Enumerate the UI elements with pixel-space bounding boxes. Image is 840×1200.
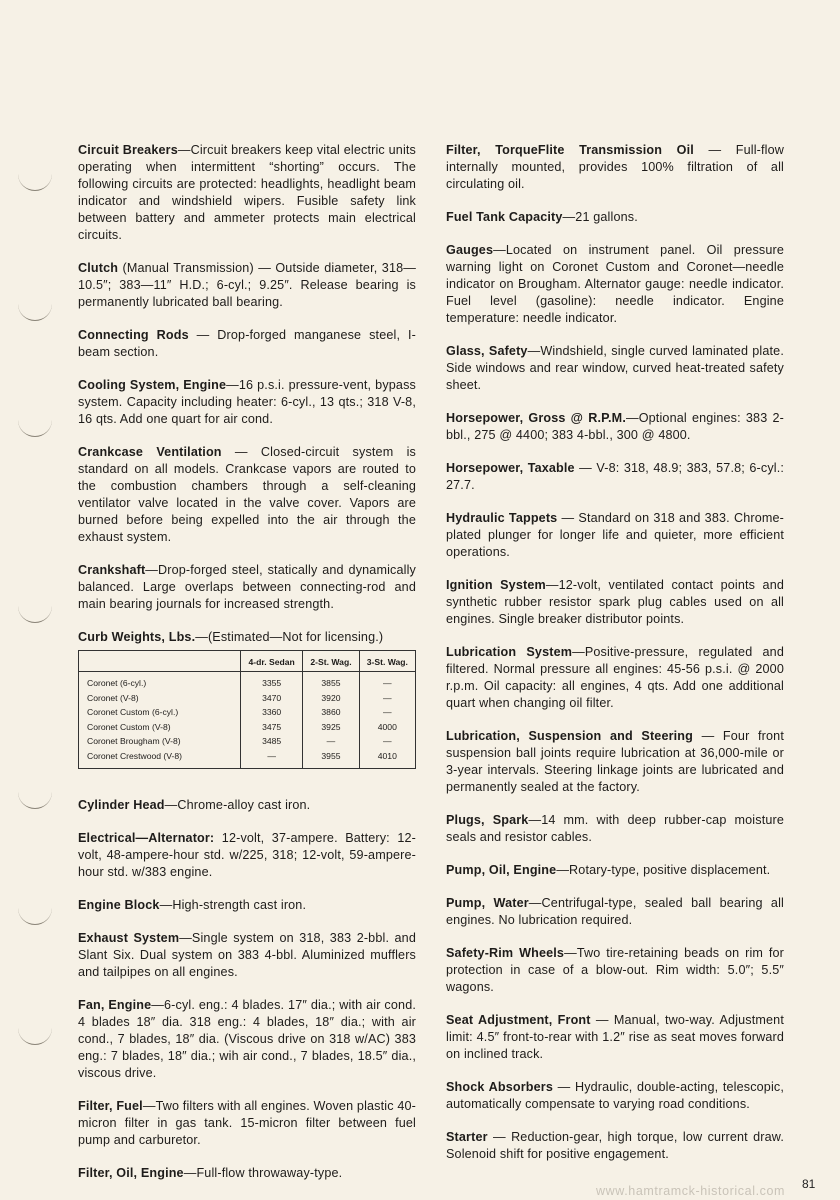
- table-cell: 3360: [241, 705, 303, 720]
- spec-text: —16 p.s.i. pressure-vent, bypass system. Capacity including heater: 6-cyl., 13 qts.; 318 V-8, 16 qts. Add one quart for air cond.: [78, 378, 416, 426]
- binder-hole: [18, 894, 52, 925]
- spec-term: Filter, Fuel: [78, 1098, 143, 1113]
- table-cell-model: Coronet (V-8): [79, 691, 241, 706]
- spec-text: — Drop-forged manganese steel, I-beam section.: [78, 328, 416, 359]
- table-cell: —: [359, 705, 415, 720]
- table-cell: 4000: [359, 720, 415, 735]
- spec-text: —12-volt, ventilated contact points and synthetic rubber resistor spark plug cables used on all engines. Single breaker distributor points.: [446, 578, 785, 626]
- spec-text: —Windshield, single curved laminated plate. Side windows and rear window, curved heat-treated safety sheet.: [446, 344, 784, 392]
- spec-text: —Full-flow throwaway-type.: [183, 1165, 343, 1180]
- spec-term: Starter: [446, 1130, 488, 1144]
- spec-entry: [78, 562, 416, 613]
- spec-term: Safety-Rim Wheels: [446, 946, 565, 960]
- table-cell: —: [359, 672, 415, 691]
- spec-term: Cooling System, Engine: [78, 378, 227, 392]
- spec-term: Gauges: [446, 243, 494, 257]
- spec-text: (Manual Transmission) — Outside diameter, 318—10.5″; 383—11″ H.D.; 6-cyl.; 9.25″. Release bearing is permanently lubricated ball bearing.: [78, 261, 416, 309]
- spec-text: —Optional engines: 383 2-bbl., 275 @ 4400; 383 4-bbl., 300 @ 4800.: [446, 411, 784, 442]
- spec-text: — Reduction-gear, high torque, low current draw. Solenoid shift for positive engagement.: [446, 1130, 784, 1161]
- binder-hole: [18, 592, 52, 623]
- table-row: [79, 691, 416, 706]
- spec-entry: [446, 142, 784, 193]
- spec-text: — Standard on 318 and 383. Chrome-plated plunger for longer life and quieter, more efficient operations.: [446, 511, 784, 559]
- table-row: [79, 705, 416, 720]
- spec-term: Connecting Rods: [78, 328, 189, 342]
- spec-text: — V-8: 318, 48.9; 383, 57.8; 6-cyl.: 27.7.: [446, 461, 785, 492]
- spec-term: Cylinder Head: [78, 797, 165, 812]
- spec-entry: [446, 812, 784, 846]
- spec-term: Ignition System: [446, 578, 546, 592]
- spec-term: Pump, Water: [446, 896, 529, 910]
- table-cell: 3860: [303, 705, 359, 720]
- spec-term: Horsepower, Gross @ R.P.M.: [446, 411, 626, 425]
- spec-text: —High-strength cast iron.: [159, 897, 307, 912]
- spec-entry: [446, 895, 784, 929]
- curb-weights-table: [78, 650, 416, 769]
- spec-term: Exhaust System: [78, 930, 180, 945]
- spec-entry-curb-weights: [78, 629, 416, 646]
- table-header: 3-St. Wag.: [359, 651, 415, 672]
- spec-entry: [78, 930, 416, 981]
- spec-term: Lubrication, Suspension and Steering: [446, 729, 693, 743]
- binder-hole: [18, 1014, 52, 1045]
- spec-term: Electrical—Alternator:: [78, 830, 215, 845]
- spec-entry: [446, 209, 784, 226]
- table-row: [79, 672, 416, 691]
- spec-text: —6-cyl. eng.: 4 blades. 17″ dia.; with air cond. 4 blades 18″ dia. 318 eng.: 4 blades, 18″ dia.; with air cond., 7 blades, 18″ dia. (Viscous drive on 318 w/AC) 383 eng.: 7 blades, 18″ dia.; wih air cond., 7 blades, 18.5″ dia., viscous drive.: [78, 997, 416, 1080]
- table-cell-model: Coronet Brougham (V-8): [79, 734, 241, 749]
- table-cell: 3855: [303, 672, 359, 691]
- binder-hole: [18, 778, 52, 809]
- table-row: [79, 734, 416, 749]
- spec-entry: [446, 460, 784, 494]
- table-cell-model: Coronet Custom (V-8): [79, 720, 241, 735]
- spec-term: Curb Weights, Lbs.: [78, 630, 196, 644]
- spec-text: —Located on instrument panel. Oil pressure warning light on Coronet Custom and Coronet—needle indicator on Brougham. Alternator gauge: needle indicator. Fuel level (gasoline): needle indicator. Engine temperature: needle indicator.: [446, 243, 784, 325]
- spec-term: Clutch: [78, 261, 119, 275]
- spec-entry: [446, 862, 784, 879]
- spec-entry: [78, 897, 416, 914]
- table-cell: 3475: [241, 720, 303, 735]
- spec-entry: [446, 410, 784, 444]
- spec-entry: [446, 728, 784, 796]
- table-cell: —: [303, 734, 359, 749]
- table-cell-model: Coronet Crestwood (V-8): [79, 749, 241, 768]
- left-column: [78, 142, 416, 1198]
- spec-term: Filter, TorqueFlite Transmission Oil: [446, 143, 694, 157]
- spec-term: Hydraulic Tappets: [446, 511, 558, 525]
- table-header: [79, 651, 241, 672]
- spec-text: —21 gallons.: [562, 210, 638, 224]
- spec-text: —Chrome-alloy cast iron.: [164, 797, 311, 812]
- spec-entry: [446, 945, 784, 996]
- spec-term: Crankcase Ventilation: [78, 445, 222, 459]
- spec-entry: [78, 327, 416, 361]
- spec-term: Fuel Tank Capacity: [446, 210, 563, 224]
- spec-entry: [78, 260, 416, 311]
- table-header: 2-St. Wag.: [303, 651, 359, 672]
- spec-term: Pump, Oil, Engine: [446, 863, 557, 877]
- spec-entry: [446, 577, 784, 628]
- spec-text: — Manual, two-way. Adjustment limit: 4.5″ front-to-rear with 1.2″ rise as seat moves forward on inclined track.: [446, 1013, 784, 1061]
- right-column: [446, 142, 784, 1179]
- table-cell: 3485: [241, 734, 303, 749]
- spec-text: —Single system on 318, 383 2-bbl. and Slant Six. Dual system on 383 4-bbl. Aluminized mufflers and tailpipes on all engines.: [78, 930, 416, 979]
- spec-entry: [78, 1098, 416, 1149]
- spec-text: —Two filters with all engines. Woven plastic 40-micron filter in gas tank. 15-micron filter between fuel pump and carburetor.: [78, 1098, 417, 1147]
- table-cell: —: [359, 691, 415, 706]
- spec-entry: [446, 644, 784, 712]
- spec-entry: [446, 1079, 784, 1113]
- table-cell: 3955: [303, 749, 359, 768]
- spec-text: —(Estimated—Not for licensing.): [195, 630, 384, 644]
- spec-text: — Closed-circuit system is standard on all models. Crankcase vapors are routed to the combustion chambers through a self-cleaning ventilator valve located in the valve cover. Vapors are burned before being expelled into the air through the exhaust system.: [78, 445, 416, 544]
- spec-term: Fan, Engine: [78, 997, 152, 1012]
- spec-text: —Circuit breakers keep vital electric units operating when intermittent “shorting” occurs. The following circuits are protected: headlights, headlight beam indicator and windshield wipers. Fusible safety link between battery and ammeter protects main electrical circuits.: [78, 143, 417, 242]
- binder-hole: [18, 406, 52, 437]
- table-cell: 4010: [359, 749, 415, 768]
- spec-entry: [78, 142, 416, 244]
- spec-text: — Full-flow internally mounted, provides 100% filtration of all circulating oil.: [446, 143, 784, 191]
- table-cell: —: [359, 734, 415, 749]
- spec-entry: [446, 343, 784, 394]
- spec-text: —Rotary-type, positive displacement.: [556, 863, 771, 877]
- table-header: 4-dr. Sedan: [241, 651, 303, 672]
- spec-text: —Drop-forged steel, statically and dynamically balanced. Large overlaps between connecting-rod and main bearing journals for increased strength.: [78, 563, 416, 611]
- spec-entry: [78, 997, 416, 1082]
- spec-entry: [78, 797, 416, 814]
- watermark: www.hamtramck-historical.com: [596, 1184, 786, 1198]
- spec-entry: [446, 510, 784, 561]
- binder-hole: [18, 290, 52, 321]
- table-cell: 3470: [241, 691, 303, 706]
- spec-text: —14 mm. with deep rubber-cap moisture seals and resistor cables.: [446, 813, 784, 844]
- table-cell: 3355: [241, 672, 303, 691]
- table-cell: —: [241, 749, 303, 768]
- table-cell: 3925: [303, 720, 359, 735]
- spec-text: —Centrifugal-type, sealed ball bearing all engines. No lubrication required.: [446, 896, 784, 927]
- binder-hole: [18, 160, 52, 191]
- spec-term: Plugs, Spark: [446, 813, 529, 827]
- spec-term: Lubrication System: [446, 645, 573, 659]
- spec-term: Engine Block: [78, 897, 160, 912]
- table-cell-model: Coronet Custom (6-cyl.): [79, 705, 241, 720]
- spec-term: Shock Absorbers: [446, 1080, 554, 1094]
- spec-term: Circuit Breakers: [78, 143, 178, 157]
- table-row: [79, 749, 416, 768]
- spec-entry: [78, 444, 416, 546]
- table-row: [79, 720, 416, 735]
- spec-term: Horsepower, Taxable: [446, 461, 575, 475]
- spec-entry: [78, 1165, 416, 1182]
- page-number: 81: [802, 1177, 816, 1191]
- table-cell: 3920: [303, 691, 359, 706]
- spec-text: — Four front suspension ball joints require lubrication at 36,000-mile or 3-year intervals. Steering linkage joints are lubricated and permanently sealed at the factory.: [446, 729, 784, 794]
- spec-text: —Two tire-retaining beads on rim for protection in case of a blow-out. Rim width: 5.0″; 5.5″ wagons.: [446, 946, 784, 994]
- spec-term: Seat Adjustment, Front: [446, 1013, 591, 1027]
- spec-entry: [78, 830, 416, 881]
- spec-term: Glass, Safety: [446, 344, 528, 358]
- spec-term: Filter, Oil, Engine: [78, 1165, 184, 1180]
- spec-entry: [446, 1012, 784, 1063]
- spec-entry: [446, 1129, 784, 1163]
- spec-text: — Hydraulic, double-acting, telescopic, automatically compensate to varying road conditions.: [446, 1080, 784, 1111]
- spec-term: Crankshaft: [78, 563, 146, 577]
- spec-text: 12-volt, 37-ampere. Battery: 12-volt, 48-ampere-hour std. w/225, 318; 12-volt, 59-ampere-hour std. w/383 engine.: [78, 830, 416, 879]
- table-cell-model: Coronet (6-cyl.): [79, 672, 241, 691]
- spec-entry: [78, 377, 416, 428]
- spec-text: —Positive-pressure, regulated and filtered. Normal pressure all engines: 45-56 p.s.i. @ 2000 r.p.m. Oil capacity: all engines, 4 qts. Add one additional quart when changing oil filter.: [446, 645, 784, 710]
- spec-entry: [446, 242, 784, 327]
